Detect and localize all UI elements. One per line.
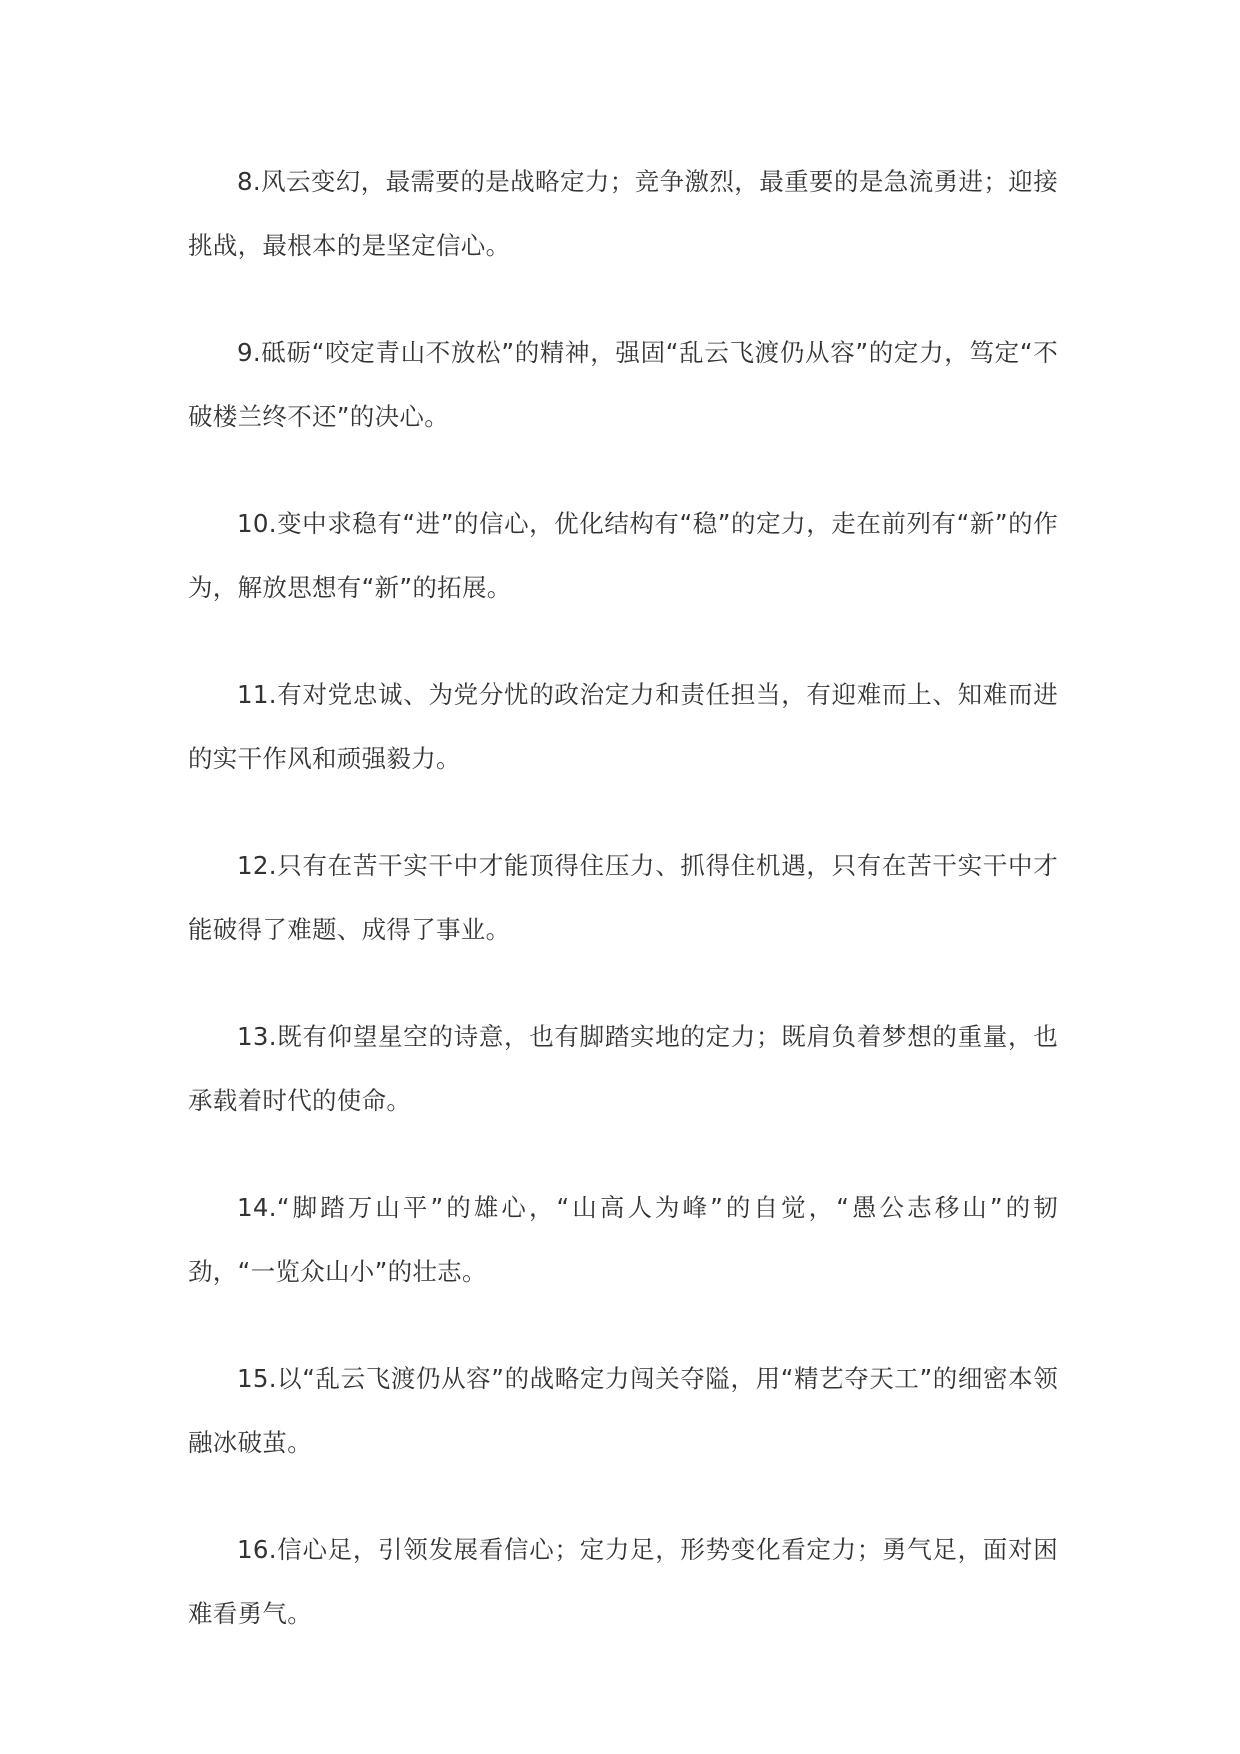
paragraph-8: 8.风云变幻，最需要的是战略定力；竞争激烈，最重要的是急流勇进；迎接挑战，最根本的是坚定信心。	[188, 167, 1058, 260]
paragraph-12: 12.只有在苦干实干中才能顶得住压力、抓得住机遇，只有在苦干实干中才能破得了难题、成得了事业。	[188, 851, 1058, 944]
paragraph-16: 16.信心足，引领发展看信心；定力足，形势变化看定力；勇气足，面对困难看勇气。	[188, 1535, 1058, 1628]
paragraph-13: 13.既有仰望星空的诗意，也有脚踏实地的定力；既肩负着梦想的重量，也承载着时代的使命。	[188, 1022, 1058, 1115]
document-page	[188, 150, 1058, 1689]
paragraph-10: 10.变中求稳有“进”的信心，优化结构有“稳”的定力，走在前列有“新”的作为，解放思想有“新”的拓展。	[188, 509, 1058, 602]
paragraph-11: 11.有对党忠诚、为党分忧的政治定力和责任担当，有迎难而上、知难而进的实干作风和顽强毅力。	[188, 680, 1058, 773]
paragraph-14: 14.“脚踏万山平”的雄心，“山高人为峰”的自觉，“愚公志移山”的韧劲，“一览众山小”的壮志。	[188, 1193, 1058, 1286]
paragraph-15: 15.以“乱云飞渡仍从容”的战略定力闯关夺隘，用“精艺夺天工”的细密本领融冰破茧。	[188, 1364, 1058, 1457]
paragraph-9: 9.砥砺“咬定青山不放松”的精神，强固“乱云飞渡仍从容”的定力，笃定“不破楼兰终不还”的决心。	[188, 338, 1058, 431]
